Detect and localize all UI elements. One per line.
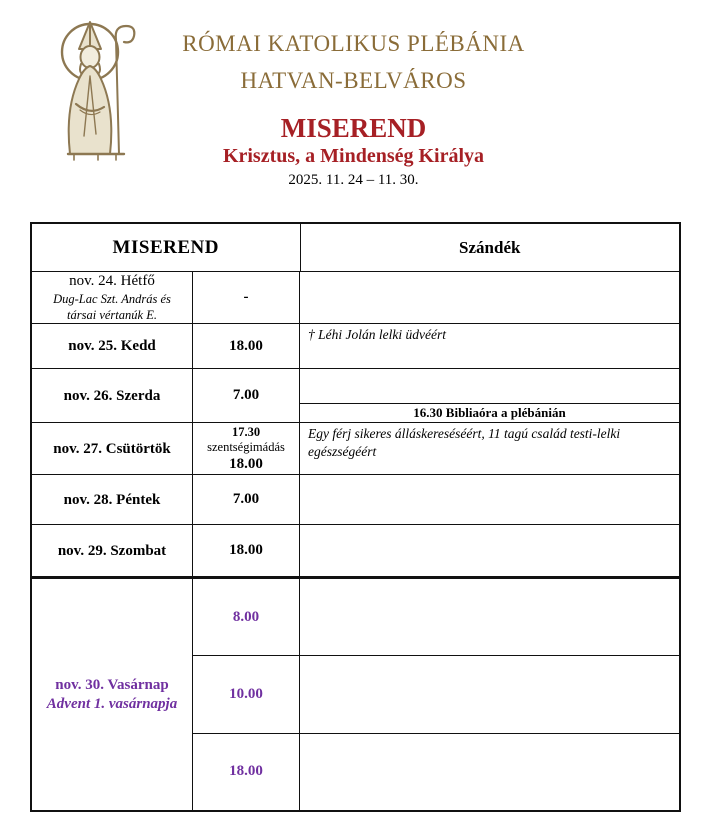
table-row-friday	[32, 475, 679, 525]
sunday-mass-row	[193, 579, 679, 656]
bishop-logo-icon	[50, 12, 142, 162]
date-range: 2025. 11. 24 – 11. 30.	[288, 172, 419, 188]
table-row-thursday	[32, 423, 679, 475]
day-label: nov. 29. Szombat	[57, 542, 167, 559]
intention-cell	[300, 734, 679, 810]
day-feast-note: Dug-Lac Szt. András és	[53, 292, 171, 306]
column-header-schedule: MISEREND	[32, 224, 301, 271]
day-label: nov. 24. Hétfő	[69, 273, 155, 289]
mass-time: 7.00	[232, 491, 260, 507]
mass-time: 18.00	[229, 337, 263, 354]
intention-cell: † Léhi Jolán lelki üdvéért	[308, 327, 446, 342]
day-label: nov. 26. Szerda	[63, 387, 161, 404]
mass-time: 18.00	[229, 763, 263, 780]
table-row-sunday	[32, 579, 679, 810]
page-title: MISEREND	[280, 113, 427, 143]
intention-cell	[300, 369, 679, 403]
sunday-mass-row	[193, 656, 679, 733]
parish-name-line2: HATVAN-BELVÁROS	[240, 68, 467, 93]
table-row-monday	[32, 272, 679, 324]
intention-cell	[300, 525, 679, 576]
table-row-tuesday	[32, 324, 679, 369]
intention-cell: Egy férj sikeres álláskereséséért, 11 tagú család testi-lelki egészségéért	[308, 426, 621, 459]
intention-cell	[300, 272, 679, 323]
day-label: nov. 30. Vasárnap	[55, 676, 169, 693]
mass-time: 7.00	[232, 387, 260, 403]
mass-time: 18.00	[229, 542, 263, 558]
mass-time: 8.00	[232, 608, 260, 625]
mass-time: 18.00	[229, 455, 263, 472]
column-header-intention: Szándék	[459, 237, 521, 257]
mass-time: -	[243, 289, 249, 305]
parish-name-line1: RÓMAI KATOLIKUS PLÉBÁNIA	[182, 31, 525, 56]
feast-subtitle: Krisztus, a Mindenség Királya	[222, 145, 485, 167]
intention-cell	[300, 475, 679, 524]
table-row-wednesday	[32, 369, 679, 423]
table-row-saturday	[32, 525, 679, 579]
day-label: nov. 27. Csütörtök	[53, 440, 171, 457]
day-feast-note: Advent 1. vasárnapja	[46, 695, 178, 712]
sunday-mass-row	[193, 734, 679, 810]
day-feast-note: társai vértanúk E.	[67, 308, 157, 322]
mass-time: 10.00	[229, 685, 263, 702]
adoration-label: szentségimádás	[207, 439, 285, 454]
day-label: nov. 28. Péntek	[63, 491, 161, 508]
table-header-row	[32, 224, 679, 272]
parish-event-note: 16.30 Bibliaóra a plébánián	[300, 403, 679, 422]
day-label: nov. 25. Kedd	[68, 338, 156, 354]
intention-cell	[300, 579, 679, 655]
document-header	[0, 0, 707, 222]
intention-cell	[300, 656, 679, 732]
adoration-time: 17.30	[231, 424, 261, 439]
mass-schedule-table	[30, 222, 681, 812]
